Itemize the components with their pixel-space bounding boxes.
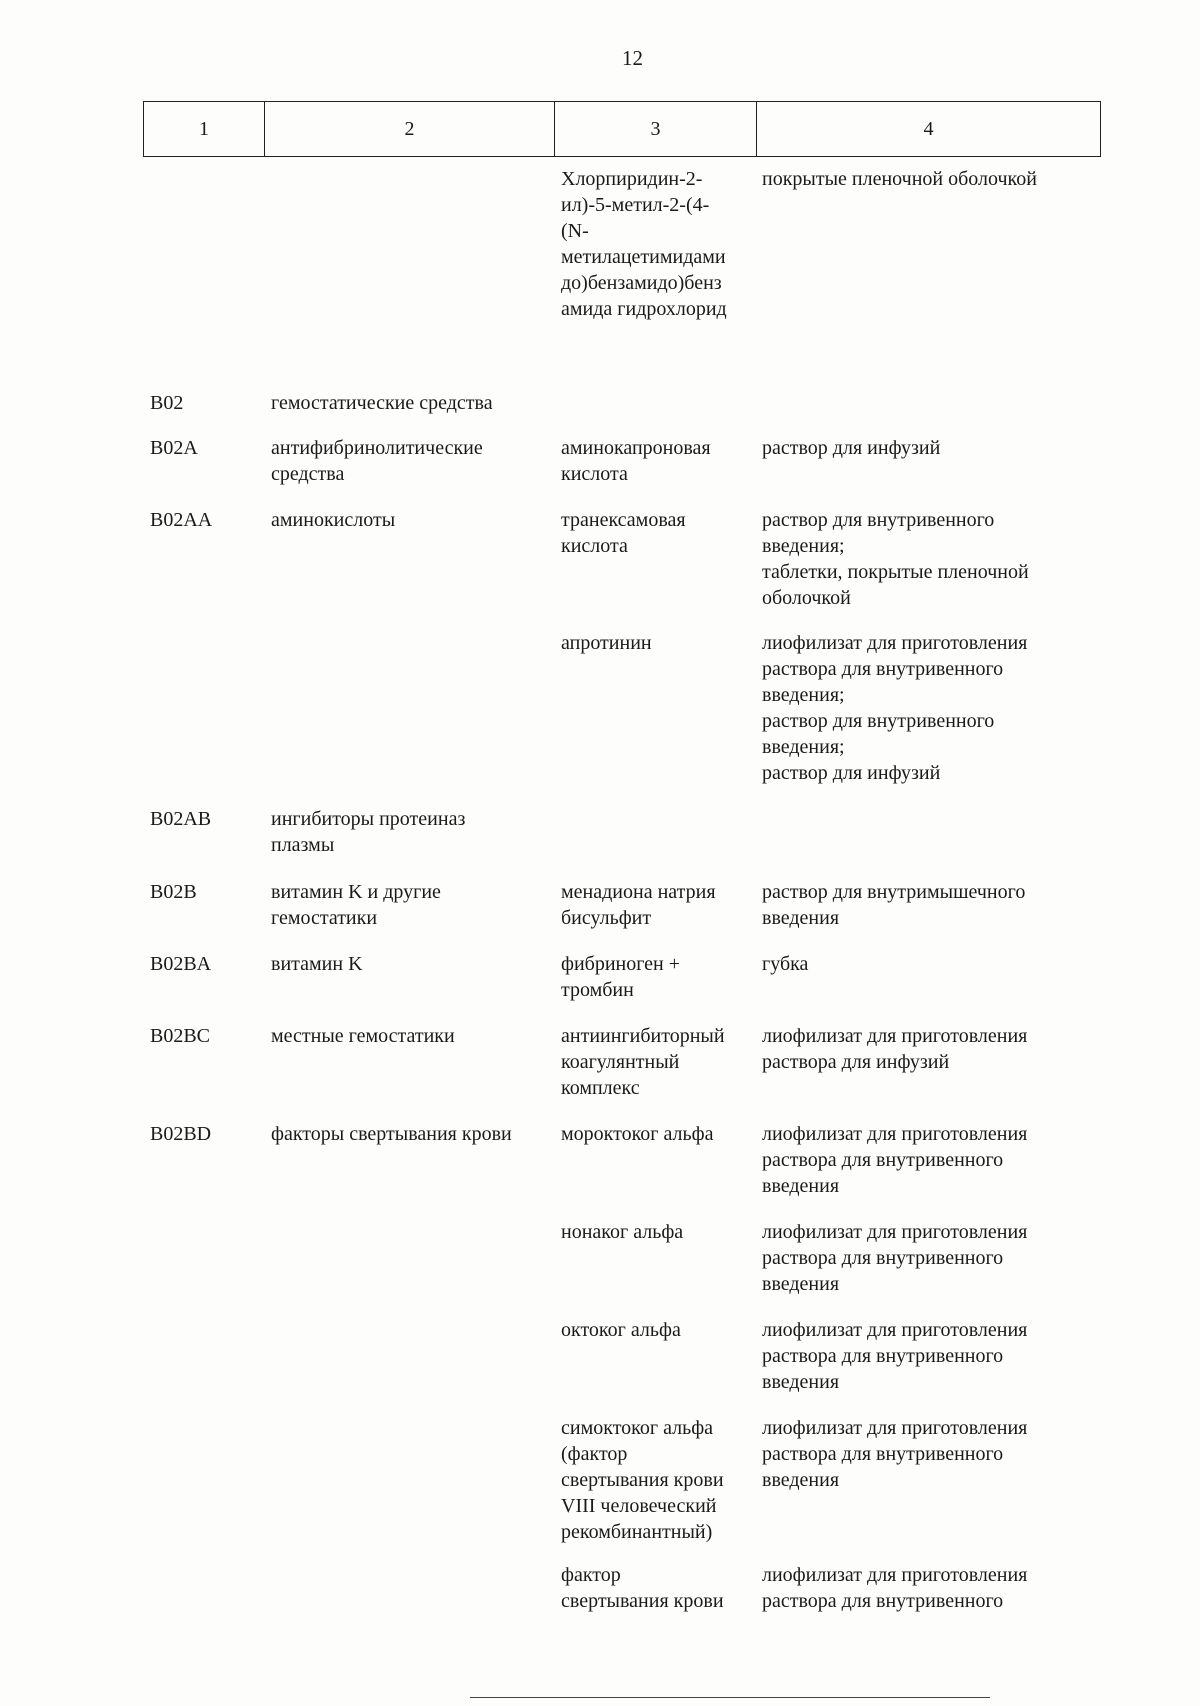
- atc-code-cell: B02BD: [150, 1123, 212, 1145]
- column-header-1: 1: [144, 102, 265, 157]
- dosage-form-cell: лиофилизат для приготовления раствора для внутривенного введения: [762, 1417, 1028, 1491]
- dosage-form-cell: лиофилизат для приготовления раствора для внутривенного введения; раствор для внутривенного введения; раствор для инфузий: [762, 632, 1028, 784]
- column-header-4: 4: [757, 102, 1101, 157]
- group-name-cell: витамин K: [271, 953, 363, 975]
- drug-name-cell: октоког альфа: [561, 1319, 681, 1341]
- group-name-cell: ингибиторы протеиназ плазмы: [271, 808, 466, 856]
- dosage-form-cell: раствор для инфузий: [762, 437, 941, 459]
- drug-name-cell: транексамовая кислота: [561, 509, 686, 557]
- dosage-form-cell: лиофилизат для приготовления раствора для внутривенного введения: [762, 1123, 1028, 1197]
- column-header-3: 3: [555, 102, 757, 157]
- dosage-form-cell: раствор для внутримышечного введения: [762, 881, 1026, 929]
- drug-name-cell: аминокапроновая кислота: [561, 437, 711, 485]
- drug-name-cell: апротинин: [561, 632, 652, 654]
- dosage-form-cell: покрытые пленочной оболочкой: [762, 168, 1037, 190]
- dosage-form-cell: лиофилизат для приготовления раствора для внутривенного введения: [762, 1221, 1028, 1295]
- group-name-cell: аминокислоты: [271, 509, 396, 531]
- group-name-cell: витамин K и другие гемостатики: [271, 881, 441, 929]
- atc-code-cell: B02BC: [150, 1025, 211, 1047]
- dosage-form-cell: лиофилизат для приготовления раствора для внутривенного: [762, 1564, 1028, 1612]
- atc-code-cell: B02AA: [150, 509, 213, 531]
- drug-name-cell: фибриноген + тромбин: [561, 953, 681, 1001]
- column-header-2: 2: [265, 102, 555, 157]
- group-name-cell: антифибринолитические средства: [271, 437, 483, 485]
- drug-name-cell: менадиона натрия бисульфит: [561, 881, 716, 929]
- drug-name-cell: фактор свертывания крови: [561, 1564, 724, 1612]
- group-name-cell: гемостатические средства: [271, 392, 493, 414]
- dosage-form-cell: лиофилизат для приготовления раствора для внутривенного введения: [762, 1319, 1028, 1393]
- dosage-form-cell: раствор для внутривенного введения; таблетки, покрытые пленочной оболочкой: [762, 509, 1029, 609]
- atc-code-cell: B02: [150, 392, 184, 414]
- group-name-cell: местные гемостатики: [271, 1025, 455, 1047]
- atc-code-cell: B02B: [150, 881, 197, 903]
- group-name-cell: факторы свертывания крови: [271, 1123, 512, 1145]
- drug-name-cell: симоктоког альфа (фактор свертывания крови VIII человеческий рекомбинантный): [561, 1417, 724, 1543]
- page-number: 12: [622, 46, 643, 70]
- column-header-row: [143, 101, 1101, 157]
- drug-name-cell: нонаког альфа: [561, 1221, 684, 1243]
- dosage-form-cell: губка: [762, 953, 809, 975]
- atc-code-cell: B02BA: [150, 953, 212, 975]
- atc-code-cell: B02A: [150, 437, 198, 459]
- drug-name-cell: антиингибиторный коагулянтный комплекс: [561, 1025, 725, 1099]
- drug-name-cell: Хлорпиридин-2- ил)-5-метил-2-(4- (N- метилацетимидами до)бензамидо)бенз амида гидрохлорид: [561, 168, 727, 320]
- atc-code-cell: B02AB: [150, 808, 212, 830]
- bottom-rule: [470, 1697, 990, 1698]
- drug-name-cell: мороктоког альфа: [561, 1123, 714, 1145]
- dosage-form-cell: лиофилизат для приготовления раствора для инфузий: [762, 1025, 1028, 1073]
